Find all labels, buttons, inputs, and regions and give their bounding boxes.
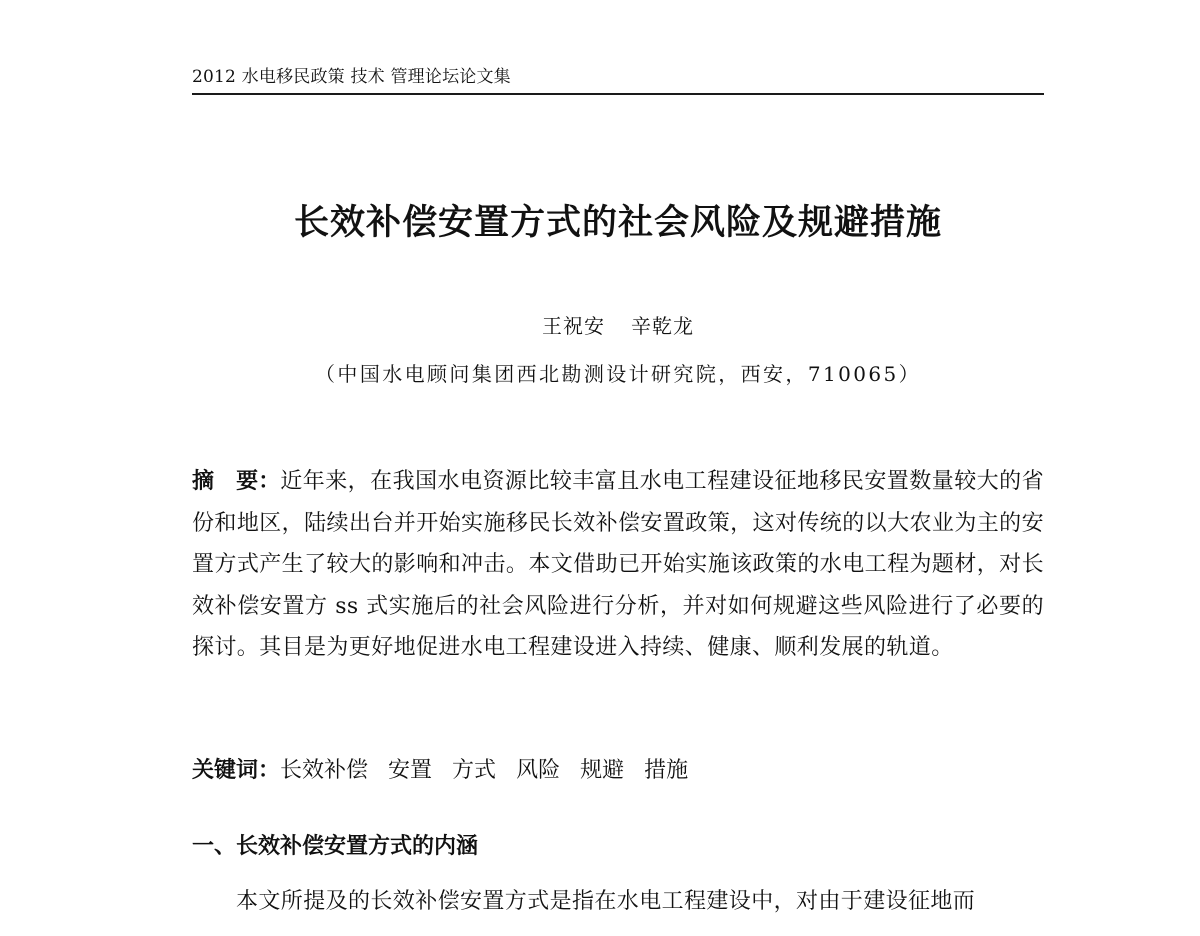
abstract-label-part1: 摘	[192, 468, 215, 494]
section-heading: 一、长效补偿安置方式的内涵	[192, 833, 479, 859]
keywords-label: 关键词：	[192, 757, 281, 783]
keywords	[192, 752, 1044, 789]
header-rule	[192, 93, 1044, 95]
abstract-text: 近年来，在我国水电资源比较丰富且水电工程建设征地移民安置数量较大的省份和地区，陆续出台并开始实施移民长效补偿安置政策，这对传统的以大农业为主的安置方式产生了较大的影响和冲击。本文借助已开始实施该政策的水电工程为题材，对长效补偿安置方 ss 式实施后的社会风险进行分析，并对如何规避这些风险进行了必要的探讨。其目是为更好地促进水电工程建设进入持续、健康、顺利发展的轨道。	[192, 469, 1044, 661]
keyword: 安置	[388, 758, 433, 783]
keyword: 措施	[644, 758, 689, 783]
author-2: 辛乾龙	[631, 314, 694, 338]
author-affiliation: （中国水电顾问集团西北勘测设计研究院，西安，710065）	[315, 362, 921, 386]
abstract-label-part2: 要：	[236, 468, 281, 494]
author-1: 王祝安	[542, 314, 605, 338]
running-header: 2012 水电移民政策 技术 管理论坛论文集	[192, 67, 511, 87]
body-paragraph: 本文所提及的长效补偿安置方式是指在水电工程建设中，对由于建设征地而	[236, 889, 976, 914]
keyword: 规避	[580, 758, 625, 783]
abstract-label	[192, 468, 280, 494]
keyword: 长效补偿	[280, 758, 369, 783]
paper-title: 长效补偿安置方式的社会风险及规避措施	[293, 202, 942, 243]
abstract	[192, 461, 1044, 669]
keyword: 风险	[516, 758, 561, 783]
keyword: 方式	[452, 758, 497, 783]
author-list	[192, 312, 1044, 340]
